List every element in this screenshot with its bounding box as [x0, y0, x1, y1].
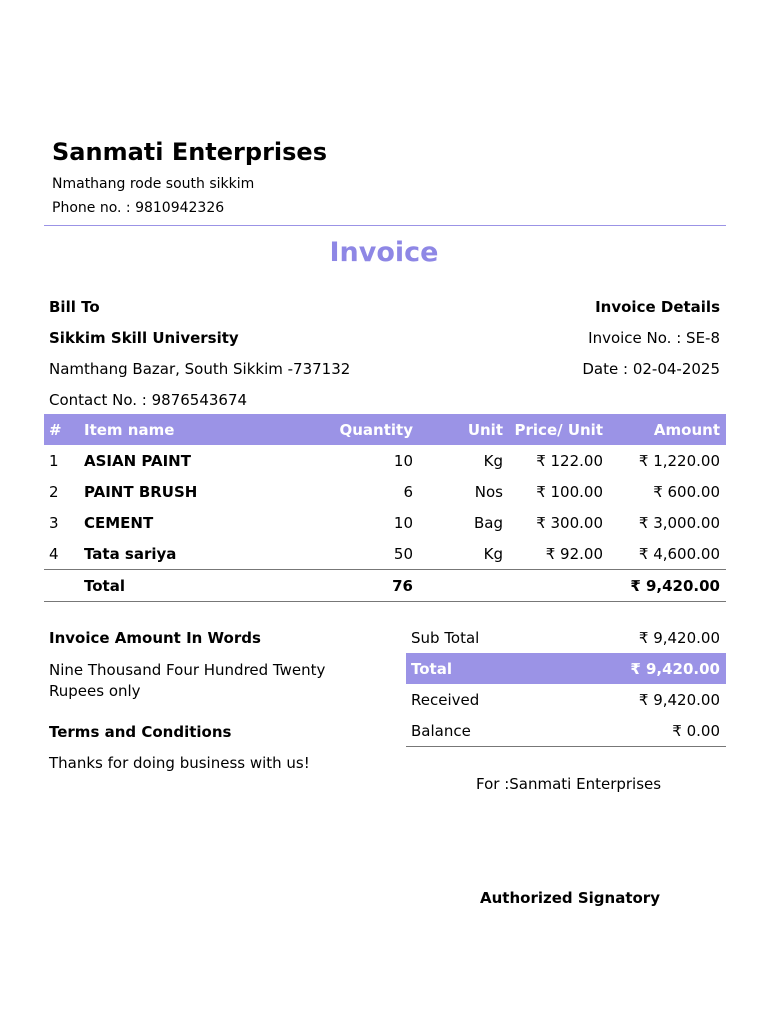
summary-total-label: Total	[411, 660, 452, 678]
received-value: ₹ 9,420.00	[638, 691, 720, 709]
summary-total-row	[406, 653, 726, 684]
table-row	[44, 538, 726, 569]
invoice-number: Invoice No. : SE-8	[588, 329, 720, 347]
summary-total-value: ₹ 9,420.00	[630, 660, 720, 678]
row-index: 1	[49, 452, 59, 470]
row-amount: ₹ 1,220.00	[638, 452, 720, 470]
row-amount: ₹ 600.00	[653, 483, 720, 501]
row-quantity: 10	[393, 514, 413, 532]
bill-to-address: Namthang Bazar, South Sikkim -737132	[49, 360, 351, 378]
balance-row	[406, 715, 726, 746]
row-quantity: 10	[393, 452, 413, 470]
company-phone: Phone no. : 9810942326	[52, 200, 225, 216]
company-address: Nmathang rode south sikkim	[52, 176, 255, 192]
amount-in-words-line2: Rupees only	[49, 682, 141, 700]
sub-total-label: Sub Total	[411, 629, 480, 647]
items-table-header	[44, 414, 726, 445]
row-quantity: 50	[393, 545, 413, 563]
terms-text: Thanks for doing business with us!	[49, 754, 310, 772]
balance-label: Balance	[411, 722, 471, 740]
invoice-title: Invoice	[329, 237, 439, 268]
header-item-name: Item name	[84, 421, 175, 439]
balance-value: ₹ 0.00	[672, 722, 720, 740]
invoice-details-heading: Invoice Details	[595, 298, 720, 316]
row-index: 3	[49, 514, 59, 532]
bill-to-heading: Bill To	[49, 298, 100, 316]
row-unit: Nos	[474, 483, 503, 501]
sub-total-row	[406, 622, 726, 653]
header-index: #	[49, 421, 62, 439]
terms-heading: Terms and Conditions	[49, 723, 232, 741]
row-quantity: 6	[403, 483, 413, 501]
header-quantity: Quantity	[339, 421, 413, 439]
received-row	[406, 684, 726, 715]
total-label: Total	[84, 577, 125, 595]
header-price-unit: Price/ Unit	[514, 421, 603, 439]
row-item-name: PAINT BRUSH	[84, 483, 198, 501]
sub-total-value: ₹ 9,420.00	[638, 629, 720, 647]
row-unit: Bag	[473, 514, 503, 532]
row-price: ₹ 122.00	[536, 452, 603, 470]
row-unit: Kg	[483, 452, 503, 470]
row-item-name: CEMENT	[84, 514, 154, 532]
row-item-name: ASIAN PAINT	[84, 452, 191, 470]
table-row	[44, 507, 726, 538]
summary-divider	[406, 746, 726, 747]
row-amount: ₹ 4,600.00	[638, 545, 720, 563]
total-amount: ₹ 9,420.00	[630, 577, 720, 595]
row-index: 4	[49, 545, 59, 563]
received-label: Received	[411, 691, 480, 709]
table-row	[44, 445, 726, 476]
bill-to-name: Sikkim Skill University	[49, 329, 239, 347]
header-amount: Amount	[653, 421, 720, 439]
bill-to-contact: Contact No. : 9876543674	[49, 391, 248, 409]
signature-for: For :Sanmati Enterprises	[476, 775, 662, 793]
table-total-bottom-divider	[44, 601, 726, 602]
total-quantity: 76	[392, 577, 413, 595]
header-divider	[44, 225, 726, 226]
row-price: ₹ 100.00	[536, 483, 603, 501]
row-price: ₹ 300.00	[536, 514, 603, 532]
row-price: ₹ 92.00	[545, 545, 603, 563]
row-index: 2	[49, 483, 59, 501]
amount-in-words-heading: Invoice Amount In Words	[49, 629, 261, 647]
row-item-name: Tata sariya	[84, 545, 177, 563]
invoice-date: Date : 02-04-2025	[582, 360, 720, 378]
header-unit: Unit	[467, 421, 503, 439]
row-amount: ₹ 3,000.00	[638, 514, 720, 532]
table-row	[44, 476, 726, 507]
table-total-row	[44, 570, 726, 601]
row-unit: Kg	[483, 545, 503, 563]
company-name: Sanmati Enterprises	[52, 138, 327, 166]
authorized-signatory: Authorized Signatory	[480, 889, 660, 907]
amount-in-words-line1: Nine Thousand Four Hundred Twenty	[49, 661, 326, 679]
